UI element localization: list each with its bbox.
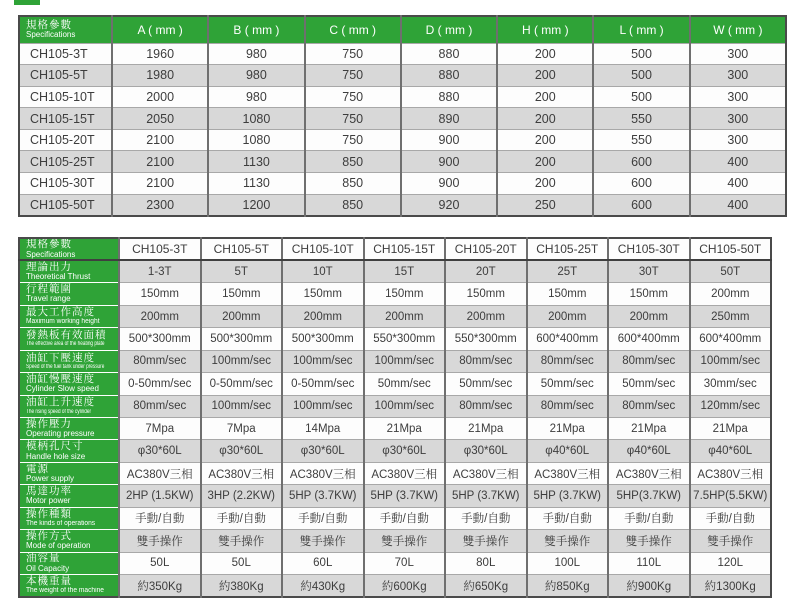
table-row bbox=[19, 552, 771, 574]
column-header: W ( mm ) bbox=[690, 16, 786, 43]
table-cell: φ40*60L bbox=[608, 440, 690, 462]
model-name-cell: CH105-10T bbox=[19, 86, 112, 108]
table-cell: 5HP (3.7KW) bbox=[445, 485, 527, 507]
table-cell: 300 bbox=[690, 43, 786, 65]
row-label-chinese: 操作方式 bbox=[26, 529, 72, 542]
row-label-english: Maximum working height bbox=[26, 318, 100, 326]
table-cell: 1960 bbox=[112, 43, 208, 65]
table-cell: φ30*60L bbox=[445, 440, 527, 462]
row-label-chinese: 油缸慢壓速度 bbox=[26, 372, 95, 385]
table-cell: 150mm bbox=[119, 283, 201, 305]
table-row bbox=[19, 373, 771, 395]
table-cell: 1200 bbox=[208, 194, 304, 216]
spec-parameters-table bbox=[18, 237, 772, 598]
row-label bbox=[19, 350, 119, 372]
table-cell: 2300 bbox=[112, 194, 208, 216]
table-cell: 600 bbox=[593, 151, 689, 173]
table-cell: 手動/自動 bbox=[119, 507, 201, 529]
table-cell: 100mm/sec bbox=[690, 350, 772, 372]
table-cell: 200 bbox=[497, 43, 593, 65]
row-label bbox=[19, 530, 119, 552]
row-label-english: Power supply bbox=[26, 473, 75, 483]
table-cell: 250 bbox=[497, 194, 593, 216]
table-cell: 50mm/sec bbox=[608, 373, 690, 395]
table-cell: 20T bbox=[445, 260, 527, 282]
table-cell: 200 bbox=[497, 173, 593, 195]
table-cell: 900 bbox=[401, 173, 497, 195]
table-cell: 50L bbox=[119, 552, 201, 574]
row-label-chinese: 規格參數 bbox=[26, 238, 72, 251]
table-cell: 1080 bbox=[208, 129, 304, 151]
table-cell: 200 bbox=[497, 129, 593, 151]
table-cell: φ40*60L bbox=[690, 440, 772, 462]
table-cell: 2100 bbox=[112, 129, 208, 151]
table-cell: 手動/自動 bbox=[364, 507, 446, 529]
table-cell: 雙手操作 bbox=[119, 530, 201, 552]
table-cell: 600 bbox=[593, 194, 689, 216]
table-cell: 880 bbox=[401, 65, 497, 87]
header-row bbox=[19, 16, 786, 43]
row-label-chinese: 行程範圍 bbox=[26, 283, 72, 296]
dimensions-table bbox=[18, 15, 787, 217]
table-cell: 7Mpa bbox=[119, 418, 201, 440]
table-cell: 約1300Kg bbox=[690, 575, 772, 597]
table-cell: 手動/自動 bbox=[282, 507, 364, 529]
table-cell: 約650Kg bbox=[445, 575, 527, 597]
table-cell: 5HP (3.7KW) bbox=[282, 485, 364, 507]
table-cell: 300 bbox=[690, 86, 786, 108]
table-cell: 2100 bbox=[112, 151, 208, 173]
row-label-chinese: 馬達功率 bbox=[26, 485, 72, 498]
table-row bbox=[19, 65, 786, 87]
row-label-english: Cylinder Slow speed bbox=[26, 384, 99, 394]
table-cell: 400 bbox=[690, 151, 786, 173]
row-label-chinese: 操作壓力 bbox=[26, 417, 72, 430]
table-cell: 500 bbox=[593, 65, 689, 87]
row-label-chinese: 油容量 bbox=[26, 552, 61, 565]
table-cell: 21Mpa bbox=[690, 418, 772, 440]
table-cell: 1080 bbox=[208, 108, 304, 130]
row-label bbox=[19, 507, 119, 529]
table-cell: 150mm bbox=[282, 283, 364, 305]
model-column-header: CH105-25T bbox=[527, 238, 609, 260]
table-cell: 15T bbox=[364, 260, 446, 282]
table-cell: 200 bbox=[497, 86, 593, 108]
table-cell: 21Mpa bbox=[364, 418, 446, 440]
table-cell: 750 bbox=[305, 108, 401, 130]
table-cell: 850 bbox=[305, 194, 401, 216]
table-cell: 900 bbox=[401, 151, 497, 173]
table-cell: 750 bbox=[305, 65, 401, 87]
table-cell: 550*300mm bbox=[445, 328, 527, 350]
table-cell: 890 bbox=[401, 108, 497, 130]
table-cell: 1-3T bbox=[119, 260, 201, 282]
table-cell: 3HP (2.2KW) bbox=[201, 485, 283, 507]
table-cell: AC380V三相 bbox=[608, 462, 690, 484]
row-label-chinese: 電源 bbox=[26, 462, 49, 475]
table-cell: 30mm/sec bbox=[690, 373, 772, 395]
table-cell: 約850Kg bbox=[527, 575, 609, 597]
row-label-english: The rising speed of the cylinder bbox=[26, 408, 92, 415]
model-column-header: CH105-3T bbox=[119, 238, 201, 260]
row-label-chinese: 操作種類 bbox=[26, 508, 72, 521]
row-label bbox=[19, 238, 119, 260]
table-cell: 5T bbox=[201, 260, 283, 282]
table-row bbox=[19, 173, 786, 195]
table-cell: 880 bbox=[401, 43, 497, 65]
model-name-cell: CH105-50T bbox=[19, 194, 112, 216]
table-cell: 900 bbox=[401, 129, 497, 151]
table-cell: 500*300mm bbox=[119, 328, 201, 350]
table-row bbox=[19, 86, 786, 108]
table-cell: 雙手操作 bbox=[690, 530, 772, 552]
table-cell: 200mm bbox=[201, 305, 283, 327]
table-cell: 5HP(3.7KW) bbox=[608, 485, 690, 507]
table-cell: 150mm bbox=[364, 283, 446, 305]
table-cell: 21Mpa bbox=[445, 418, 527, 440]
table-cell: 850 bbox=[305, 151, 401, 173]
table-cell: AC380V三相 bbox=[282, 462, 364, 484]
row-label-chinese: 本機重量 bbox=[26, 575, 72, 588]
table-cell: 500 bbox=[593, 43, 689, 65]
table-cell: φ30*60L bbox=[282, 440, 364, 462]
table-cell: 100mm/sec bbox=[282, 350, 364, 372]
table-cell: 100L bbox=[527, 552, 609, 574]
table-cell: 980 bbox=[208, 43, 304, 65]
table-cell: 1130 bbox=[208, 173, 304, 195]
table-cell: 約380Kg bbox=[201, 575, 283, 597]
table-cell: 550 bbox=[593, 108, 689, 130]
table-cell: 2000 bbox=[112, 86, 208, 108]
row-label bbox=[19, 16, 112, 43]
model-column-header: CH105-20T bbox=[445, 238, 527, 260]
table-cell: AC380V三相 bbox=[119, 462, 201, 484]
table-cell: 50mm/sec bbox=[445, 373, 527, 395]
row-label bbox=[19, 462, 119, 484]
table-cell: 200mm bbox=[445, 305, 527, 327]
table-row bbox=[19, 260, 771, 282]
row-label-english: Mode of operation bbox=[26, 541, 91, 551]
row-label bbox=[19, 552, 119, 574]
table-cell: 手動/自動 bbox=[445, 507, 527, 529]
model-column-header: CH105-10T bbox=[282, 238, 364, 260]
table-row bbox=[19, 530, 771, 552]
model-name-cell: CH105-20T bbox=[19, 129, 112, 151]
table-cell: 200mm bbox=[364, 305, 446, 327]
table-cell: 60L bbox=[282, 552, 364, 574]
table-cell: 200 bbox=[497, 65, 593, 87]
table-cell: 2HP (1.5KW) bbox=[119, 485, 201, 507]
table-cell: 1980 bbox=[112, 65, 208, 87]
row-label-english: Travel range bbox=[26, 294, 71, 304]
table-row bbox=[19, 328, 771, 350]
table-cell: 21Mpa bbox=[608, 418, 690, 440]
table-cell: 850 bbox=[305, 173, 401, 195]
table-cell: 約900Kg bbox=[608, 575, 690, 597]
table-row bbox=[19, 575, 771, 597]
table-cell: 120L bbox=[690, 552, 772, 574]
table-cell: 14Mpa bbox=[282, 418, 364, 440]
table-cell: 2100 bbox=[112, 173, 208, 195]
row-label-chinese: 理論出力 bbox=[26, 260, 72, 273]
table-cell: 80mm/sec bbox=[527, 350, 609, 372]
table-cell: 200 bbox=[497, 108, 593, 130]
table-cell: 550 bbox=[593, 129, 689, 151]
table-cell: φ30*60L bbox=[364, 440, 446, 462]
table-row bbox=[19, 462, 771, 484]
table-cell: 雙手操作 bbox=[364, 530, 446, 552]
table-cell: AC380V三相 bbox=[527, 462, 609, 484]
table-cell: 100mm/sec bbox=[364, 395, 446, 417]
table-cell: AC380V三相 bbox=[445, 462, 527, 484]
table-cell: 150mm bbox=[201, 283, 283, 305]
table-cell: 80mm/sec bbox=[445, 350, 527, 372]
model-column-header: CH105-30T bbox=[608, 238, 690, 260]
table-cell: 100mm/sec bbox=[201, 350, 283, 372]
table-cell: 100mm/sec bbox=[364, 350, 446, 372]
table-cell: 200mm bbox=[119, 305, 201, 327]
table-row bbox=[19, 43, 786, 65]
table-row bbox=[19, 418, 771, 440]
table-cell: 雙手操作 bbox=[201, 530, 283, 552]
table-cell: 750 bbox=[305, 129, 401, 151]
model-column-header: CH105-15T bbox=[364, 238, 446, 260]
model-name-cell: CH105-25T bbox=[19, 151, 112, 173]
table-cell: 80mm/sec bbox=[119, 350, 201, 372]
table-cell: 80mm/sec bbox=[445, 395, 527, 417]
table-cell: AC380V三相 bbox=[690, 462, 772, 484]
table-cell: 雙手操作 bbox=[445, 530, 527, 552]
column-header: C ( mm ) bbox=[305, 16, 401, 43]
table-cell: 400 bbox=[690, 173, 786, 195]
table-cell: 手動/自動 bbox=[527, 507, 609, 529]
table-row bbox=[19, 194, 786, 216]
table-cell: 5HP (3.7KW) bbox=[527, 485, 609, 507]
row-label-chinese: 油缸上升速度 bbox=[26, 396, 95, 409]
table-row bbox=[19, 395, 771, 417]
column-header: D ( mm ) bbox=[401, 16, 497, 43]
table-row bbox=[19, 305, 771, 327]
table-cell: 300 bbox=[690, 108, 786, 130]
table-cell: 約430Kg bbox=[282, 575, 364, 597]
table-row bbox=[19, 350, 771, 372]
table-cell: 200mm bbox=[690, 283, 772, 305]
table-cell: 50mm/sec bbox=[364, 373, 446, 395]
table-cell: 50L bbox=[201, 552, 283, 574]
table-cell: 920 bbox=[401, 194, 497, 216]
table-cell: 250mm bbox=[690, 305, 772, 327]
table-cell: φ30*60L bbox=[201, 440, 283, 462]
table-cell: 21Mpa bbox=[527, 418, 609, 440]
table-cell: φ30*60L bbox=[119, 440, 201, 462]
table-cell: 200mm bbox=[527, 305, 609, 327]
table-cell: 100mm/sec bbox=[201, 395, 283, 417]
table-cell: 50mm/sec bbox=[527, 373, 609, 395]
table-cell: 980 bbox=[208, 65, 304, 87]
table-cell: 600*400mm bbox=[690, 328, 772, 350]
table-cell: 5HP (3.7KW) bbox=[364, 485, 446, 507]
table-cell: 30T bbox=[608, 260, 690, 282]
table-cell: φ40*60L bbox=[527, 440, 609, 462]
table-cell: 雙手操作 bbox=[282, 530, 364, 552]
table-cell: 110L bbox=[608, 552, 690, 574]
table-cell: 600*400mm bbox=[527, 328, 609, 350]
row-label-english: Theoretical Thrust bbox=[26, 272, 91, 282]
row-label bbox=[19, 418, 119, 440]
table-cell: 雙手操作 bbox=[608, 530, 690, 552]
table-cell: 150mm bbox=[527, 283, 609, 305]
table-cell: 7Mpa bbox=[201, 418, 283, 440]
table-cell: 550*300mm bbox=[364, 328, 446, 350]
table-cell: 80mm/sec bbox=[608, 350, 690, 372]
table-cell: 25T bbox=[527, 260, 609, 282]
row-label bbox=[19, 485, 119, 507]
row-label-english: Specifications bbox=[26, 249, 76, 259]
row-label bbox=[19, 395, 119, 417]
model-column-header: CH105-5T bbox=[201, 238, 283, 260]
row-label-chinese: 規格參數 bbox=[26, 18, 72, 31]
row-label bbox=[19, 440, 119, 462]
table-cell: 200mm bbox=[282, 305, 364, 327]
row-label bbox=[19, 305, 119, 327]
table-cell: 10T bbox=[282, 260, 364, 282]
model-name-cell: CH105-3T bbox=[19, 43, 112, 65]
row-label-english: The weight of the machine bbox=[26, 587, 105, 595]
spec-parameters-table-body bbox=[19, 238, 771, 597]
row-label bbox=[19, 373, 119, 395]
table-cell: 1130 bbox=[208, 151, 304, 173]
table-cell: 300 bbox=[690, 65, 786, 87]
row-label-chinese: 油缸下壓速度 bbox=[26, 351, 95, 364]
table-cell: 0-50mm/sec bbox=[282, 373, 364, 395]
column-header: H ( mm ) bbox=[497, 16, 593, 43]
table-cell: 150mm bbox=[608, 283, 690, 305]
model-name-cell: CH105-15T bbox=[19, 108, 112, 130]
table-cell: 0-50mm/sec bbox=[201, 373, 283, 395]
table-cell: 80L bbox=[445, 552, 527, 574]
row-label bbox=[19, 575, 119, 597]
table-cell: 400 bbox=[690, 194, 786, 216]
table-row bbox=[19, 485, 771, 507]
table-cell: 約350Kg bbox=[119, 575, 201, 597]
table-cell: 0-50mm/sec bbox=[119, 373, 201, 395]
model-name-cell: CH105-5T bbox=[19, 65, 112, 87]
table-cell: 7.5HP(5.5KW) bbox=[690, 485, 772, 507]
model-name-cell: CH105-30T bbox=[19, 173, 112, 195]
table-cell: 600 bbox=[593, 173, 689, 195]
table-row bbox=[19, 151, 786, 173]
row-label bbox=[19, 260, 119, 282]
table-cell: 雙手操作 bbox=[527, 530, 609, 552]
row-label bbox=[19, 328, 119, 350]
table-cell: 200mm bbox=[608, 305, 690, 327]
row-label-english: Specifications bbox=[26, 30, 76, 40]
table-cell: 120mm/sec bbox=[690, 395, 772, 417]
table-cell: 80mm/sec bbox=[608, 395, 690, 417]
table-cell: AC380V三相 bbox=[364, 462, 446, 484]
table-cell: 手動/自動 bbox=[201, 507, 283, 529]
table-cell: 約600Kg bbox=[364, 575, 446, 597]
row-label-english: Motor power bbox=[26, 496, 71, 506]
corner-mark bbox=[14, 0, 40, 5]
table-cell: 500*300mm bbox=[201, 328, 283, 350]
row-label-english: The effective area of the heating plate bbox=[26, 341, 105, 348]
row-label-chinese: 模柄孔尺寸 bbox=[26, 440, 84, 453]
table-cell: 80mm/sec bbox=[527, 395, 609, 417]
table-cell: 2050 bbox=[112, 108, 208, 130]
table-cell: 70L bbox=[364, 552, 446, 574]
header-row bbox=[19, 238, 771, 260]
table-cell: 600*400mm bbox=[608, 328, 690, 350]
model-column-header: CH105-50T bbox=[690, 238, 772, 260]
row-label-chinese: 最大工作高度 bbox=[26, 306, 95, 319]
table-cell: 500 bbox=[593, 86, 689, 108]
table-cell: 150mm bbox=[445, 283, 527, 305]
table-cell: 300 bbox=[690, 129, 786, 151]
table-cell: 500*300mm bbox=[282, 328, 364, 350]
row-label-chinese: 發熱板有效面積 bbox=[26, 329, 107, 342]
table-row bbox=[19, 129, 786, 151]
row-label-english: Operating pressure bbox=[26, 429, 95, 439]
table-cell: 手動/自動 bbox=[690, 507, 772, 529]
table-cell: AC380V三相 bbox=[201, 462, 283, 484]
table-cell: 750 bbox=[305, 86, 401, 108]
column-header: B ( mm ) bbox=[208, 16, 304, 43]
table-cell: 手動/自動 bbox=[608, 507, 690, 529]
table-row bbox=[19, 440, 771, 462]
table-cell: 50T bbox=[690, 260, 772, 282]
table-cell: 100mm/sec bbox=[282, 395, 364, 417]
row-label-english: Handle hole size bbox=[26, 451, 86, 461]
table-cell: 80mm/sec bbox=[119, 395, 201, 417]
table-cell: 880 bbox=[401, 86, 497, 108]
column-header: A ( mm ) bbox=[112, 16, 208, 43]
table-cell: 750 bbox=[305, 43, 401, 65]
table-row bbox=[19, 507, 771, 529]
row-label-english: Speed of the fuel tank under pressure bbox=[26, 363, 105, 370]
table-row bbox=[19, 283, 771, 305]
table-row bbox=[19, 108, 786, 130]
row-label bbox=[19, 283, 119, 305]
column-header: L ( mm ) bbox=[593, 16, 689, 43]
table-cell: 980 bbox=[208, 86, 304, 108]
row-label-english: Oil Capacity bbox=[26, 563, 70, 573]
table-cell: 200 bbox=[497, 151, 593, 173]
row-label-english: The kinds of operations bbox=[26, 520, 96, 528]
dimensions-table-body bbox=[19, 16, 786, 216]
